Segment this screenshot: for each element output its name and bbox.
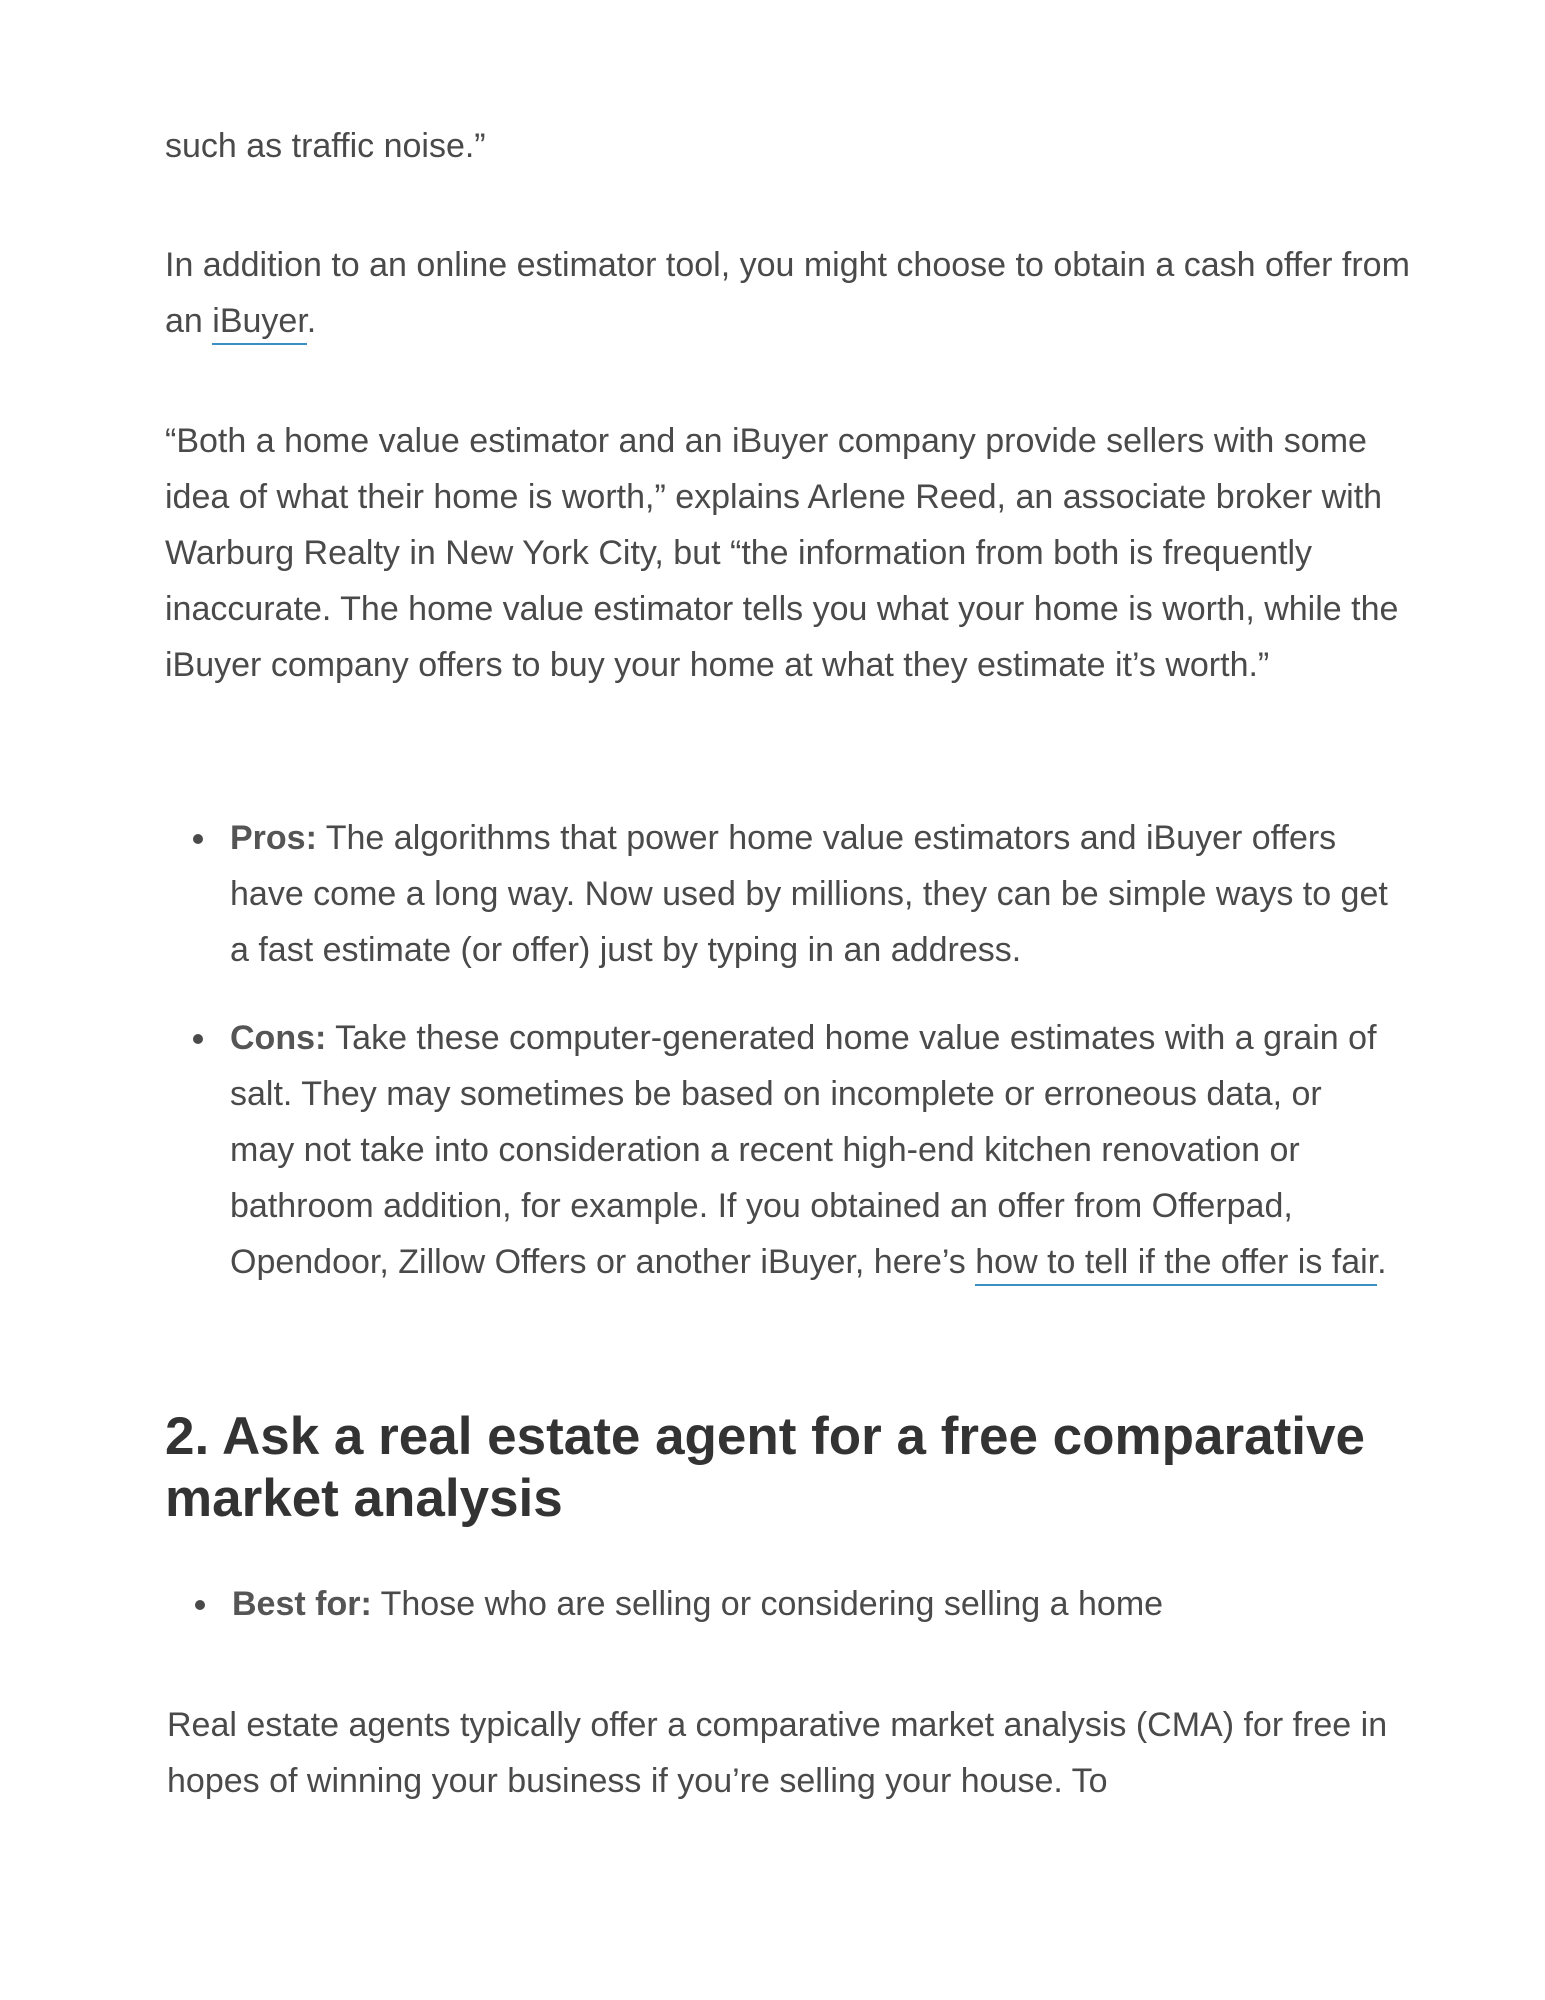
pros-text: The algorithms that power home value estimators and iBuyer offers have come a long way. Now used by millions, they can be simple ways to get a fast estimate (or offer) just by typing in an address. <box>230 819 1388 969</box>
cons-text: Take these computer-generated home value estimates with a grain of salt. They may sometimes be based on incomplete or erroneous data, or may not take into consideration a recent high-end kitchen renovation or bathroom addition, for example. If you obtained an offer from Offerpad, Opendoor, Zillow Offers or another iBuyer, here’s <box>230 1019 1377 1281</box>
list-item-best-for <box>232 1576 1392 1632</box>
pros-label: Pros: <box>230 819 317 857</box>
list-item-pros <box>230 810 1390 978</box>
cons-label: Cons: <box>230 1019 327 1057</box>
paragraph-traffic-noise <box>165 118 1415 174</box>
list-item-cons <box>230 1010 1390 1290</box>
ibuyer-link[interactable]: iBuyer <box>212 302 307 345</box>
paragraph-text: such as traffic noise.” <box>165 127 486 165</box>
section-heading-cma: 2. Ask a real estate agent for a free comparative market analysis <box>165 1407 1365 1528</box>
offer-fair-link[interactable]: how to tell if the offer is fair <box>975 1243 1377 1286</box>
paragraph-quote-reed <box>165 413 1415 693</box>
cons-punctuation: . <box>1377 1243 1387 1281</box>
paragraph-text: “Both a home value estimator and an iBuyer company provide sellers with some idea of what their home is worth,” explains Arlene Reed, an associate broker with Warburg Realty in New York City, but “the information from both is frequently inaccurate. The home value estimator tells you what your home is worth, while the iBuyer company offers to buy your home at what they estimate it’s worth.” <box>165 422 1399 684</box>
paragraph-ibuyer <box>165 237 1415 349</box>
bullet-icon <box>193 1034 203 1044</box>
paragraph-cma <box>167 1697 1417 1809</box>
paragraph-punctuation: . <box>306 302 317 340</box>
paragraph-text: In addition to an online estimator tool, you might choose to obtain a cash offer from an <box>165 246 1410 340</box>
paragraph-text: Real estate agents typically offer a comparative market analysis (CMA) for free in hopes of winning your business if you’re selling your house. To <box>167 1706 1388 1800</box>
best-for-label: Best for: <box>232 1585 372 1623</box>
bullet-icon <box>195 1600 205 1610</box>
bullet-icon <box>193 834 203 844</box>
best-for-text: Those who are selling or considering selling a home <box>371 1585 1164 1623</box>
